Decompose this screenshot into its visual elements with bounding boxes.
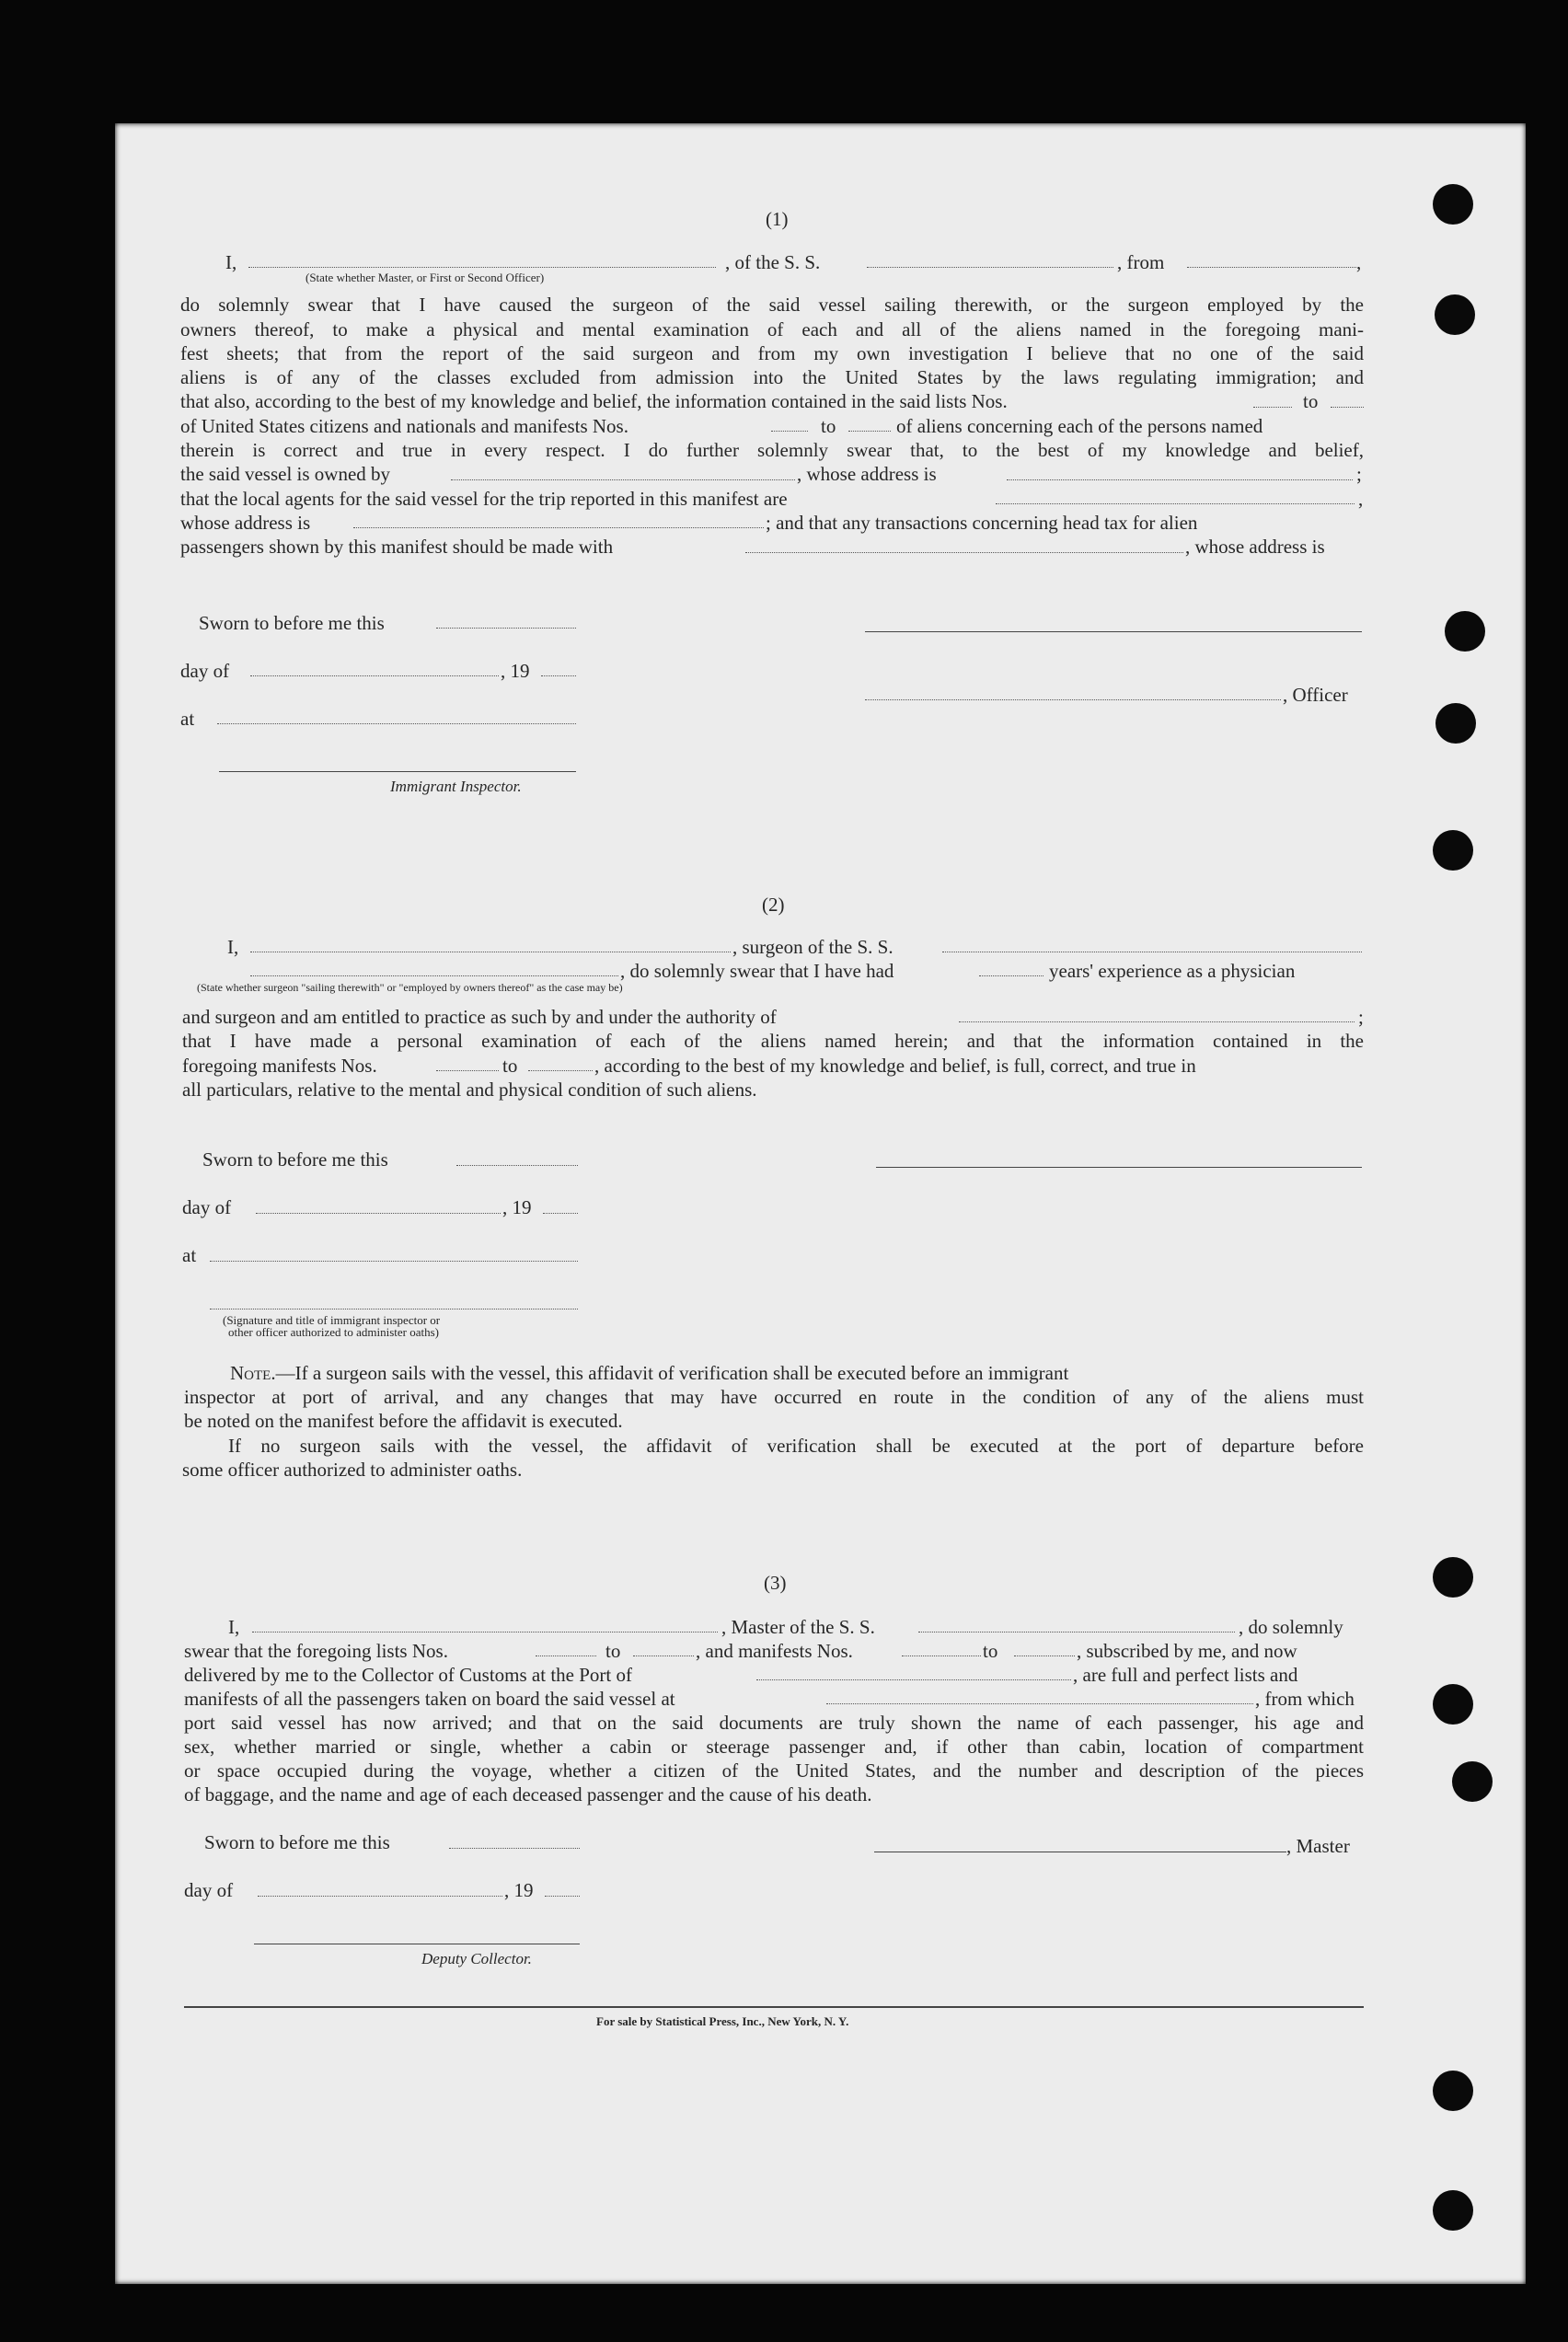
oath-i-label: I, [227, 936, 239, 958]
authority-field[interactable] [959, 1021, 1355, 1022]
oath-text-line: that the local agents for the said vessel for the trip reported in this manifest are [180, 488, 788, 510]
local-agents-field[interactable] [996, 503, 1355, 504]
sworn-year-field[interactable] [543, 1213, 578, 1214]
sworn-label: Sworn to before me this [199, 612, 385, 634]
vessel-label: , of the S. S. [725, 251, 821, 273]
year-label: , 19 [501, 660, 530, 682]
oath-text-line: , do solemnly swear that I have had [620, 960, 894, 982]
oath-text-line: the said vessel is owned by [180, 463, 391, 485]
sworn-year-field[interactable] [541, 675, 576, 676]
oath-text-line: years' experience as a physician [1049, 960, 1296, 982]
signature-note: (Signature and title of immigrant inspector or [223, 1313, 441, 1327]
departure-port-field[interactable] [1187, 267, 1356, 268]
sworn-month-field[interactable] [250, 675, 499, 676]
officer-label: , Officer [1283, 684, 1348, 706]
sworn-day-field[interactable] [436, 628, 576, 629]
oath-text-line: of baggage, and the name and age of each deceased passenger and the cause of his death. [184, 1783, 872, 1806]
oath-text-line: sex, whether married or single, whether a cabin or steerage passenger and, if other than cabin, location of compartment [184, 1736, 1364, 1758]
note-line: inspector at port of arrival, and any changes that may have occurred en route in the condition of any of the aliens must [184, 1386, 1364, 1408]
line-end-comma: , [1356, 251, 1362, 273]
inspector-caption: Immigrant Inspector. [390, 778, 522, 795]
section-number: (1) [766, 208, 789, 230]
year-label: , 19 [502, 1196, 532, 1218]
officer-name-field[interactable] [248, 267, 716, 268]
note-line: If no surgeon sails with the vessel, the affidavit of verification shall be executed at the port of departure before [228, 1435, 1364, 1457]
day-of-label: day of [184, 1879, 234, 1901]
oath-text-line: that also, according to the best of my knowledge and belief, the information contained in the said lists Nos. [180, 390, 1008, 412]
master-label: , Master [1286, 1835, 1350, 1857]
year-label: , 19 [504, 1879, 534, 1901]
surgeon-signature-line[interactable] [876, 1167, 1362, 1168]
section-number: (3) [764, 1572, 787, 1594]
lists-from-field[interactable] [1253, 407, 1292, 408]
oath-text-line: manifests of all the passengers taken on board the said vessel at [184, 1688, 675, 1710]
oath-text-line: fest sheets; that from the report of the said surgeon and from my own investigation I believe that no one of the said [180, 342, 1364, 364]
section-number: (2) [762, 894, 785, 916]
sworn-label: Sworn to before me this [204, 1831, 390, 1853]
printer-imprint: For sale by Statistical Press, Inc., New York, N. Y. [596, 2014, 849, 2028]
sworn-month-field[interactable] [256, 1213, 501, 1214]
surgeon-status-note: (State whether surgeon "sailing therewith" or "employed by owners thereof" as the case may be) [197, 981, 623, 994]
to-label: to [1303, 390, 1319, 412]
officer-signature-line-upper[interactable] [865, 631, 1362, 632]
oath-text-line: , are full and perfect lists and [1073, 1664, 1298, 1686]
oath-text-line: or space occupied during the voyage, whether a citizen of the United States, and the number and description of the pieces [184, 1759, 1364, 1782]
sworn-day-field[interactable] [449, 1848, 580, 1849]
oath-text-line: owners thereof, to make a physical and mental examination of each and all of the aliens named in the foregoing mani- [180, 318, 1364, 340]
sworn-label: Sworn to before me this [202, 1148, 388, 1171]
note-line: some officer authorized to administer oaths. [182, 1459, 523, 1481]
oath-text-line: do solemnly swear that I have caused the surgeon of the said vessel sailing therewith, or the surgeon employed by the [180, 294, 1364, 316]
oath-text-line: , and manifests Nos. [696, 1640, 853, 1662]
oath-text-line: , subscribed by me, and now [1077, 1640, 1297, 1662]
line-end-comma: , [1358, 488, 1364, 510]
manifests-from-field[interactable] [771, 431, 808, 432]
to-label: to [502, 1055, 518, 1077]
oath-i-label: I, [225, 251, 237, 273]
surgeon-vessel-label: , surgeon of the S. S. [732, 936, 894, 958]
oath-text-line: delivered by me to the Collector of Customs at the Port of [184, 1664, 632, 1686]
day-of-label: day of [182, 1196, 232, 1218]
line-end-semicolon: ; [1356, 463, 1362, 485]
years-experience-field[interactable] [979, 975, 1043, 976]
oath-text-line: whose address is [180, 512, 311, 534]
oath-text-line: of United States citizens and nationals and manifests Nos. [180, 415, 628, 437]
oath-text-line: swear that the foregoing lists Nos. [184, 1640, 448, 1662]
from-label: , from [1117, 251, 1165, 273]
day-of-label: day of [180, 660, 230, 682]
oath-text-line: port said vessel has now arrived; and that on the said documents are truly shown the name of each passenger, his age and [184, 1712, 1364, 1734]
oath-text-line: foregoing manifests Nos. [182, 1055, 377, 1077]
sworn-month-field[interactable] [258, 1896, 502, 1897]
customs-port-field[interactable] [756, 1679, 1071, 1680]
oath-text-line: aliens is of any of the classes excluded from admission into the United States by the laws regulating immigration; and [180, 366, 1364, 388]
head-tax-contact-field[interactable] [745, 552, 1183, 553]
oath-i-label: I, [228, 1616, 240, 1638]
manifests-to-field[interactable] [848, 431, 891, 432]
to-label: to [983, 1640, 998, 1662]
vessel-name-field[interactable] [867, 267, 1113, 268]
address-label: , whose address is [797, 463, 937, 485]
oath-text-line: of aliens concerning each of the persons named [896, 415, 1263, 437]
oath-text-line: all particulars, relative to the mental and physical condition of such aliens. [182, 1079, 757, 1101]
oath-text-line: , whose address is [1185, 536, 1325, 558]
collector-caption: Deputy Collector. [421, 1950, 532, 1967]
oath-text-line: , from which [1255, 1688, 1355, 1710]
agents-address-field[interactable] [353, 527, 764, 528]
signature-note: other officer authorized to administer oaths) [228, 1325, 439, 1339]
manifests-from-field[interactable] [436, 1070, 499, 1071]
master-vessel-label: , Master of the S. S. [721, 1616, 875, 1638]
boarding-port-field[interactable] [826, 1703, 1253, 1704]
officer-signature-line[interactable] [865, 699, 1281, 700]
at-label: at [180, 708, 195, 730]
oath-text-line: ; and that any transactions concerning head tax for alien [766, 512, 1198, 534]
oath-text-line: , do solemnly [1239, 1616, 1343, 1638]
to-label: to [605, 1640, 621, 1662]
sworn-place-field[interactable] [210, 1261, 578, 1262]
footer-divider [184, 2006, 1364, 2008]
inspector-signature-line[interactable] [219, 771, 576, 772]
at-label: at [182, 1244, 197, 1266]
manifests-to-field[interactable] [528, 1070, 593, 1071]
line-end-semicolon: ; [1358, 1006, 1364, 1028]
owner-address-field[interactable] [1007, 479, 1353, 480]
to-label: to [821, 415, 836, 437]
sworn-place-field[interactable] [217, 723, 576, 724]
note-heading: Note. [230, 1362, 276, 1384]
sworn-year-field[interactable] [545, 1896, 580, 1897]
note-text [230, 1361, 1068, 1385]
note-line: be noted on the manifest before the affidavit is executed. [184, 1410, 623, 1432]
oath-text-line: , according to the best of my knowledge and belief, is full, correct, and true in [594, 1055, 1196, 1077]
officer-title-note: (State whether Master, or First or Second Officer) [306, 271, 545, 284]
oath-text-line: and surgeon and am entitled to practice as such by and under the authority of [182, 1006, 777, 1028]
oath-text-line: that I have made a personal examination of each of the aliens named herein; and that the information contained in the [182, 1030, 1364, 1052]
owner-field[interactable] [451, 479, 795, 480]
sworn-day-field[interactable] [456, 1165, 578, 1166]
oath-text-line: passengers shown by this manifest should be made with [180, 536, 614, 558]
note-line: —If a surgeon sails with the vessel, this affidavit of verification shall be executed before an immigrant [275, 1362, 1069, 1384]
oath-text-line: therein is correct and true in every respect. I do further solemnly swear that, to the best of my knowledge and belief, [180, 439, 1364, 461]
surgeon-status-field[interactable] [250, 975, 618, 976]
lists-to-field[interactable] [1331, 407, 1364, 408]
